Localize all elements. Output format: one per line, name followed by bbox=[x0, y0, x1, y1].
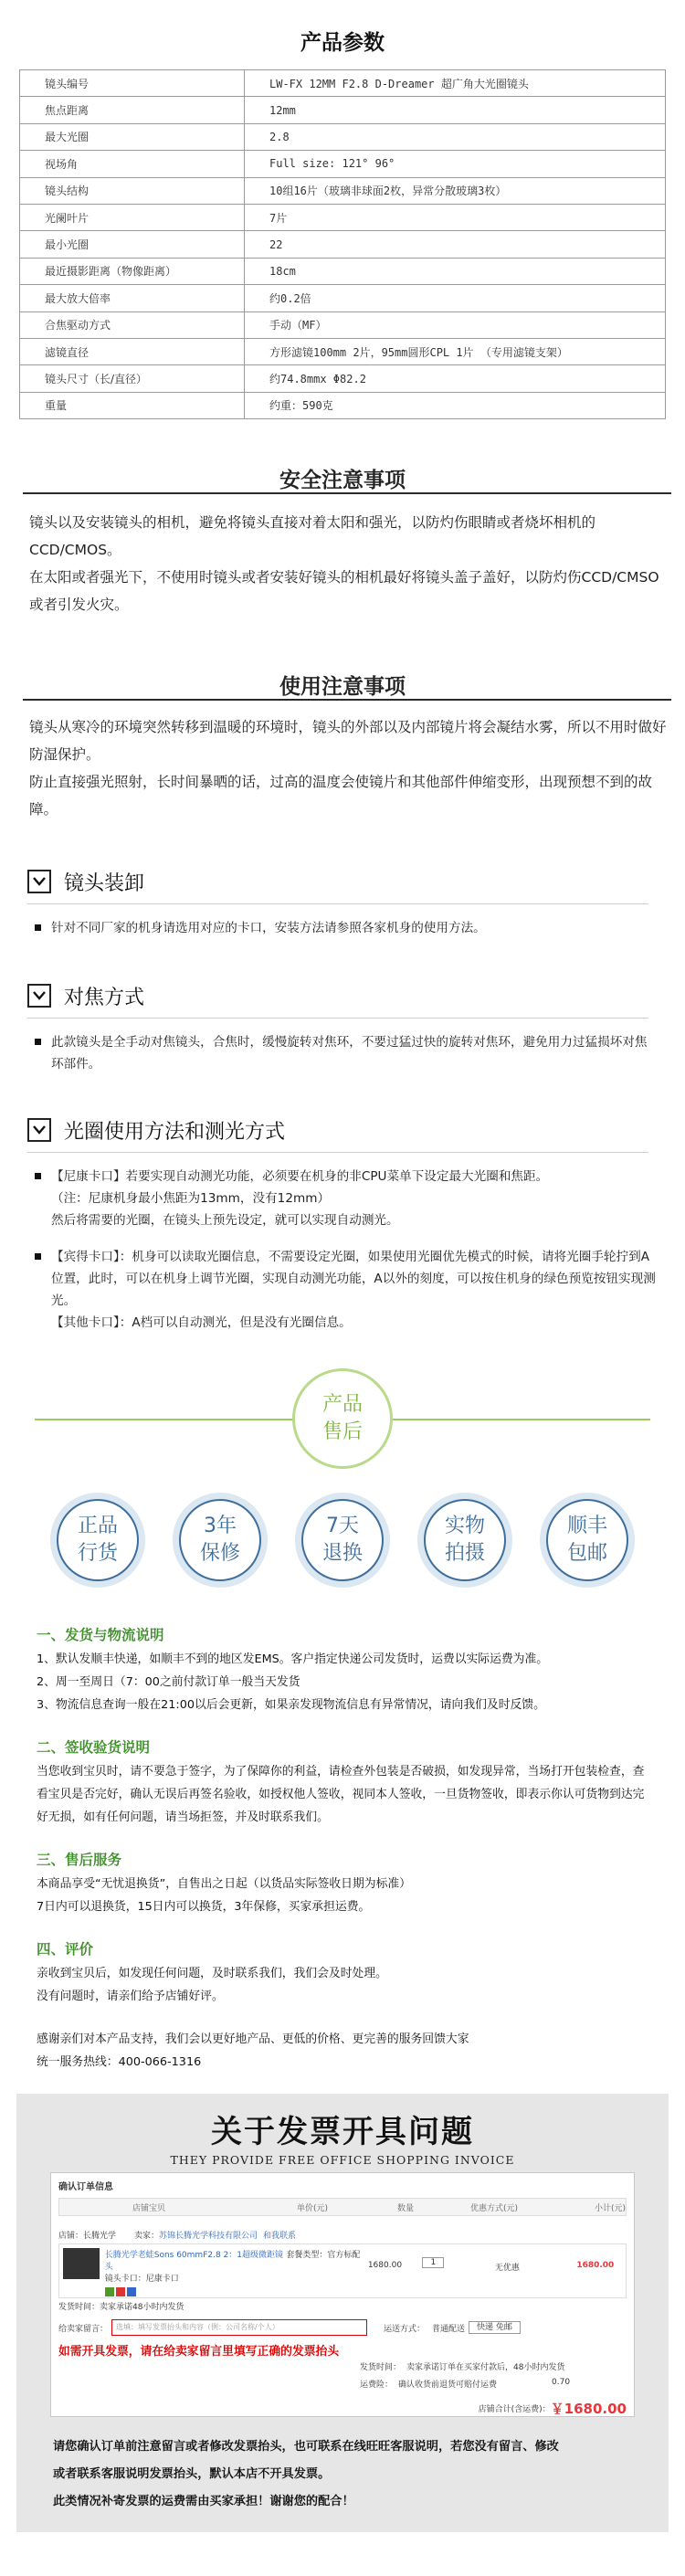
usage-title: 使用注意事项 bbox=[279, 675, 406, 700]
aperture-nikon-note: （注：尼康机身最小焦距为13mm，没有12mm） bbox=[51, 1191, 331, 1207]
param-key: 合焦驱动方式 bbox=[20, 311, 245, 338]
service-tags bbox=[105, 2287, 287, 2296]
safety-para-1: 镜头以及安装镜头的相机，避免将镜头直接对着太阳和强光，以防灼伤眼睛或者烧坏相机的CCD/CMOS。 bbox=[29, 514, 596, 559]
params-row bbox=[20, 97, 666, 123]
policy-shipping-line-2: 2、周一至周日（7：00之前付款订单一般当天发货 bbox=[37, 1675, 300, 1690]
chevron-down-icon bbox=[27, 870, 51, 893]
params-row bbox=[20, 285, 666, 311]
policy-shipping-line-1: 1、默认发顺丰快递，如顺丰不到的地区发EMS。客户指定快递公司发货时，运费以实际运费为准。 bbox=[37, 1652, 549, 1667]
aperture-bullet-pentax: 【宾得卡口】：机身可以读取光圈信息，不需要设定光圈，如果使用光圈优先模式的时候，请将光圈手轮拧到A位置，此时，可以在机身上调节光圈，实现自动测光功能，A以外的刻度，可以按住机身的绿色预览按钮实现测光。 bbox=[35, 1246, 658, 1312]
param-value: 约74.8mmx Φ82.2 bbox=[245, 365, 666, 392]
badge-genuine: 正品 行货 bbox=[50, 1493, 145, 1588]
discount: 无优惠 bbox=[494, 2264, 520, 2274]
param-key: 焦点距离 bbox=[20, 97, 245, 123]
focus-title: 对焦方式 bbox=[64, 986, 145, 1009]
contact-seller-link[interactable]: 和我联系 bbox=[263, 2231, 297, 2241]
order-item-row: 长腾光学老蛙Sons 60mmF2.8 2：1超级微距镜头 镜头卡口：尼康卡口 套餐类型：官方标配 1680.00 1 无优惠 1680.00 bbox=[58, 2243, 627, 2298]
policy-receipt-title: 二、签收验货说明 bbox=[37, 1739, 151, 1757]
focus-bullets bbox=[0, 1019, 685, 1075]
params-row bbox=[20, 123, 666, 150]
param-key: 镜头编号 bbox=[20, 70, 245, 97]
policy-receipt-text: 当您收到宝贝时，请不要急于签字，为了保障你的利益，请检查外包装是否破损，如发现异常，当场打开包装检查，查看宝贝是否完好，确认无误后再签名验收，如授权他人签收，视同本人签收，一旦货物签收，即表示你认可货物到达完好无损，如有任何问题，请当场拒签，并及时联系我们。 bbox=[37, 1765, 645, 1825]
policy-service-title: 三、售后服务 bbox=[37, 1852, 122, 1869]
params-row bbox=[20, 70, 666, 97]
params-row bbox=[20, 365, 666, 392]
policy-service-line-2: 7日内可以退换货，15日内可以换货，3年保修，买家承担运费。 bbox=[37, 1900, 371, 1915]
param-key: 视场角 bbox=[20, 151, 245, 177]
chevron-down-icon bbox=[27, 1118, 51, 1142]
param-key: 镜头结构 bbox=[20, 177, 245, 204]
param-value: Full size: 121° 96° bbox=[245, 151, 666, 177]
params-row bbox=[20, 311, 666, 338]
quantity-stepper[interactable]: 1 bbox=[422, 2257, 444, 2268]
policy-service-line-1: 本商品享受“无忧退换货”，自售出之日起（以货品实际签收日期为标准） bbox=[37, 1877, 411, 1892]
message-row: 给卖家留言： 选填：填写发票抬头和内容（例：公司名称/个人） 运送方式： 普通配送 快递 免邮 bbox=[58, 2319, 627, 2336]
after-sales-circle bbox=[292, 1368, 393, 1469]
param-key: 镜头尺寸（长/直径） bbox=[20, 365, 245, 392]
product-thumbnail bbox=[63, 2248, 100, 2279]
order-shop-row: 店铺：长腾光学 卖家： 苏锦长腾光学科技有限公司 和我联系 bbox=[58, 2225, 627, 2243]
aperture-title: 光圈使用方法和测光方式 bbox=[64, 1120, 286, 1144]
usage-para-2: 防止直接强光照射，长时间暴晒的话，过高的温度会使镜片和其他部件伸缩变形，出现预想不到的故障。 bbox=[29, 774, 653, 818]
usage-text bbox=[0, 701, 685, 823]
param-value: 方形滤镜100mm 2片，95mm圆形CPL 1片 （专用滤镜支架） bbox=[245, 338, 666, 364]
mount-section-header[interactable] bbox=[27, 869, 685, 894]
params-row bbox=[20, 151, 666, 177]
policy-review-line-1: 亲收到宝贝后，如发现任何问题，及时联系我们，我们会及时处理。 bbox=[37, 1967, 387, 1981]
param-value: 22 bbox=[245, 231, 666, 258]
shop-name: 店铺：长腾光学 bbox=[58, 2231, 117, 2241]
params-table bbox=[19, 69, 666, 419]
invoice-panel bbox=[16, 2094, 669, 2532]
badge-return: 7天 退换 bbox=[295, 1493, 390, 1588]
badge-warranty: 3年 保修 bbox=[173, 1493, 268, 1588]
focus-section-header[interactable] bbox=[27, 983, 685, 1008]
invoice-note-1: 请您确认订单前注意留言或者修改发票抬头，也可联系在线旺旺客服说明，若您没有留言、修改 bbox=[53, 2440, 559, 2455]
param-key: 光阑叶片 bbox=[20, 204, 245, 230]
mount-bullets bbox=[0, 904, 685, 939]
safety-title: 安全注意事项 bbox=[279, 469, 406, 493]
param-value: 2.8 bbox=[245, 123, 666, 150]
param-value: 18cm bbox=[245, 258, 666, 284]
policy-review-line-2: 没有问题时，请亲们给予店铺好评。 bbox=[37, 1990, 224, 2004]
aperture-other-mounts: 【其他卡口】：A档可以自动测光，但是没有光圈信息。 bbox=[51, 1315, 352, 1331]
product-link[interactable]: 长腾光学老蛙Sons 60mmF2.8 2：1超级微距镜头 bbox=[104, 2251, 283, 2273]
after-sales-banner bbox=[0, 1368, 685, 1469]
aperture-bullet-nikon: 【尼康卡口】若要实现自动测光功能，必须要在机身的非CPU菜单下设定最大光圈和焦距。 bbox=[35, 1166, 658, 1188]
invoice-title: 关于发票开具问题 bbox=[211, 2114, 474, 2151]
aperture-section-header[interactable] bbox=[27, 1117, 685, 1143]
order-confirm-title: 确认订单信息 bbox=[58, 2182, 113, 2193]
policy-thanks: 感谢亲们对本产品支持，我们会以更好地产品、更低的价格、更完善的服务回馈大家 bbox=[37, 2032, 469, 2047]
params-row bbox=[20, 177, 666, 204]
invoice-subtitle: THEY PROVIDE FREE OFFICE SHOPPING INVOICE bbox=[170, 2153, 515, 2168]
safety-text bbox=[0, 494, 685, 618]
param-key: 最小光圈 bbox=[20, 231, 245, 258]
param-value: 7片 bbox=[245, 204, 666, 230]
delivery-promise: 发货时间：卖家承诺48小时内发货 bbox=[58, 2303, 184, 2313]
invoice-note-3: 此类情况补寄发票的运费需由买家承担！谢谢您的配合！ bbox=[53, 2495, 354, 2509]
safety-para-2: 在太阳或者强光下，不使用时镜头或者安装好镜头的相机最好将镜头盖子盖好，以防灼伤CCD/CMSO或者引发火灾。 bbox=[29, 569, 659, 614]
focus-bullet-1: 此款镜头是全手动对焦镜头，合焦时，缓慢旋转对焦环，不要过猛过快的旋转对焦环，避免用力过猛损坏对焦环部件。 bbox=[35, 1031, 658, 1075]
badge-free-shipping: 顺丰 包邮 bbox=[540, 1493, 635, 1588]
shipping-select[interactable]: 快递 免邮 bbox=[469, 2321, 521, 2334]
item-subtotal: 1680.00 bbox=[576, 2261, 615, 2271]
invoice-note-2: 或者联系客服说明发票抬头，默认本店不开具发票。 bbox=[53, 2467, 331, 2482]
policy-section bbox=[0, 1588, 685, 2074]
policy-review-title: 四、评价 bbox=[37, 1941, 94, 1958]
order-confirm-screenshot: 确认订单信息 店铺宝贝 单价(元) 数量 优惠方式(元) 小计(元) 店铺：长腾光学 卖家： 苏锦长腾光学科技有限公司 和我联系 长腾光学老蛙Sons 60mmF2.8 2：1超级微距镜头 镜头卡口：尼康卡口 套餐类型：官方标配 1680.00 1 无优惠 1680.00 发货时间：卖家承诺48小时内发货 给卖家留言： 选填：填写发票抬头和内容（例：公司名称/个人） 运送方式： 普通配送 快递 免邮 如需开具发票，请在给卖家留言里填写正确的发票抬头 发货时间： 卖家承诺订单在买家付款后，48小时内发货 运费险： 确认收货前退货可赔付运费 0.70 店铺合计(含运费)： ￥1680.00 bbox=[50, 2172, 635, 2417]
param-value: LW-FX 12MM F2.8 D-Dreamer 超广角大光圈镜头 bbox=[245, 70, 666, 97]
order-table-header: 店铺宝贝 单价(元) 数量 优惠方式(元) 小计(元) bbox=[58, 2198, 627, 2216]
service-badges bbox=[50, 1493, 635, 1588]
invoice-red-tip: 如需开具发票，请在给卖家留言里填写正确的发票抬头 bbox=[58, 2345, 340, 2360]
unit-price: 1680.00 bbox=[367, 2261, 403, 2271]
policy-shipping-title: 一、发货与物流说明 bbox=[37, 1627, 164, 1644]
after-sales-circle-line-2: 售后 bbox=[321, 1420, 363, 1444]
usage-para-1: 镜头从寒冷的环境突然转移到温暖的环境时，镜头的外部以及内部镜片将会凝结水雾，所以不用时做好防湿保护。 bbox=[29, 719, 667, 764]
param-key: 滤镜直径 bbox=[20, 338, 245, 364]
policy-shipping-line-3: 3、物流信息查询一般在21:00以后会更新，如果亲发现物流信息有异常情况，请向我们及时反馈。 bbox=[37, 1698, 545, 1713]
mount-title: 镜头装卸 bbox=[64, 871, 145, 895]
badge-real-photo: 实物 拍摄 bbox=[417, 1493, 512, 1588]
params-title: 产品参数 bbox=[300, 31, 385, 55]
param-value: 10组16片（玻璃非球面2枚，异常分散玻璃3枚） bbox=[245, 177, 666, 204]
order-total: ￥1680.00 bbox=[550, 2401, 627, 2418]
param-value: 12mm bbox=[245, 97, 666, 123]
param-key: 最近摄影距离（物像距离） bbox=[20, 258, 245, 284]
seller-link[interactable]: 苏锦长腾光学科技有限公司 bbox=[159, 2231, 258, 2241]
params-row bbox=[20, 204, 666, 230]
chevron-down-icon bbox=[27, 984, 51, 1008]
aperture-nikon-note-2: 然后将需要的光圈，在镜头上预先设定，就可以实现自动测光。 bbox=[51, 1213, 399, 1229]
insurance-checkbox[interactable]: 确认收货前退货可赔付运费 bbox=[398, 2381, 498, 2391]
param-key: 最大放大倍率 bbox=[20, 285, 245, 311]
seller-message-input[interactable]: 选填：填写发票抬头和内容（例：公司名称/个人） bbox=[111, 2319, 367, 2336]
param-key: 最大光圈 bbox=[20, 123, 245, 150]
insurance-price: 0.70 bbox=[552, 2378, 571, 2388]
ship-time-text: 卖家承诺订单在买家付款后，48小时内发货 bbox=[406, 2363, 565, 2373]
param-value: 约0.2倍 bbox=[245, 285, 666, 311]
mount-bullet-1: 针对不同厂家的机身请选用对应的卡口，安装方法请参照各家机身的使用方法。 bbox=[35, 917, 658, 939]
aperture-bullets bbox=[0, 1153, 685, 1334]
params-row bbox=[20, 231, 666, 258]
param-value: 约重：590克 bbox=[245, 392, 666, 418]
policy-hotline: 统一服务热线：400-066-1316 bbox=[37, 2055, 202, 2070]
param-value: 手动（MF） bbox=[245, 311, 666, 338]
params-row bbox=[20, 258, 666, 284]
after-sales-circle-line-1: 产品 bbox=[321, 1393, 363, 1417]
params-row bbox=[20, 338, 666, 364]
shipping-option[interactable]: 普通配送 bbox=[432, 2324, 466, 2334]
param-key: 重量 bbox=[20, 392, 245, 418]
params-row bbox=[20, 392, 666, 418]
invoice-note bbox=[16, 2417, 669, 2516]
